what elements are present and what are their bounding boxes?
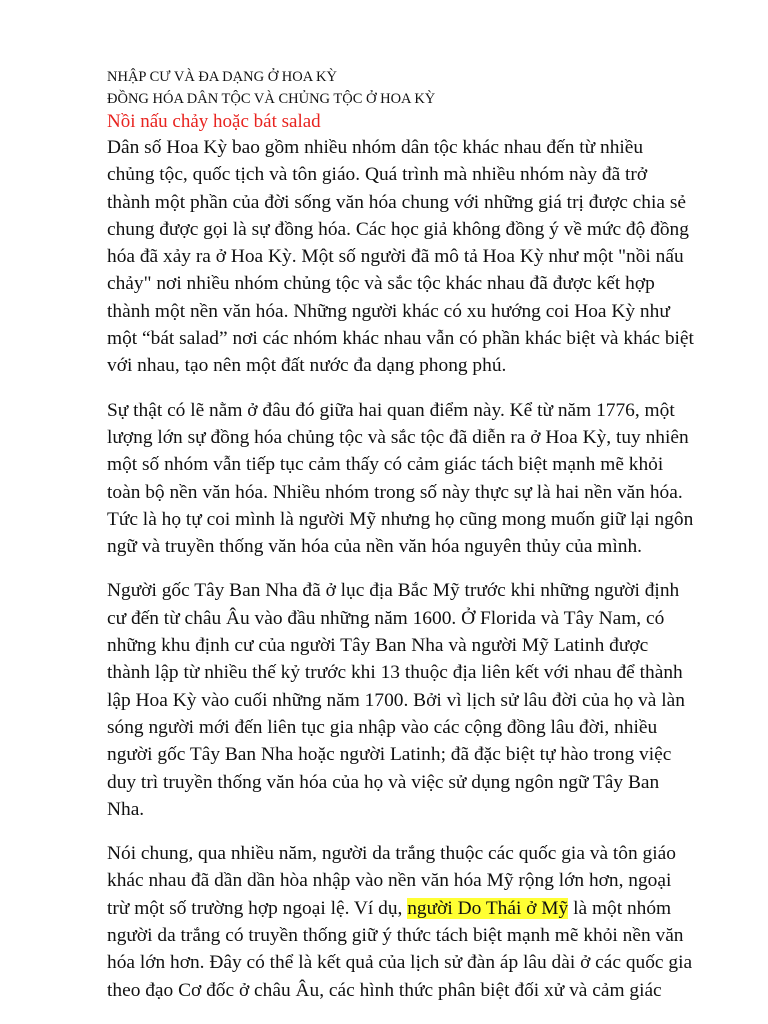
text-line: ngữ và truyền thống văn hóa của nền văn hóa nguyên thủy của mình. [107, 536, 642, 558]
text-line: những khu định cư của người Tây Ban Nha và người Mỹ Latinh được [107, 635, 649, 657]
text-line: khác nhau đã dần dần hòa nhập vào nền văn hóa Mỹ rộng lớn hơn, ngoại [107, 870, 672, 892]
text-line: một số nhóm vẫn tiếp tục cảm thấy có cảm giác tách biệt mạnh mẽ khỏi [107, 454, 664, 476]
text-line: hóa đã xảy ra ở Hoa Kỳ. Một số người đã mô tả Hoa Kỳ như một "nồi nấu [107, 246, 684, 268]
paragraph-3 [107, 577, 732, 823]
text-line: người gốc Tây Ban Nha hoặc người Latinh; đã đặc biệt tự hào trong việc [107, 744, 672, 766]
text-line: người da trắng có truyền thống giữ ý thức tách biệt mạnh mẽ khỏi nền văn [107, 925, 684, 947]
document-heading-line-1: NHẬP CƯ VÀ ĐA DẠNG Ở HOA KỲ [107, 69, 337, 85]
text-segment: trừ một số trường hợp ngoại lệ. Ví dụ, [107, 897, 408, 919]
text-line: với nhau, tạo nên một đất nước đa dạng phong phú. [107, 355, 507, 377]
highlighted-text: người Do Thái ở Mỹ [407, 897, 569, 919]
text-line: thành một nền văn hóa. Những người khác có xu hướng coi Hoa Kỳ như [107, 300, 670, 322]
paragraph-1 [107, 134, 732, 380]
paragraph-gap [107, 823, 732, 840]
text-line-with-highlight [107, 895, 732, 922]
text-line: thành lập từ nhiều thế kỷ trước khi 13 thuộc địa liên kết với nhau để thành [107, 662, 683, 684]
text-line: thành một phần của đời sống văn hóa chung với những giá trị được chia sẻ [107, 191, 686, 213]
text-line: chung được gọi là sự đồng hóa. Các học giả không đồng ý về mức độ đồng [107, 218, 689, 240]
document-heading-line-2: ĐỒNG HÓA DÂN TỘC VÀ CHỦNG TỘC Ở HOA KỲ [107, 91, 436, 107]
text-line: chủng tộc, quốc tịch và tôn giáo. Quá trình mà nhiều nhóm này đã trở [107, 164, 648, 186]
paragraph-4 [107, 840, 732, 1004]
text-line: một “bát salad” nơi các nhóm khác nhau vẫn có phần khác biệt và khác biệt [107, 328, 694, 350]
text-line: hóa lớn hơn. Đây có thể là kết quả của lịch sử đàn áp lâu dài ở các quốc gia [107, 952, 693, 974]
text-line: lượng lớn sự đồng hóa chủng tộc và sắc tộc đã diễn ra ở Hoa Kỳ, tuy nhiên [107, 426, 689, 448]
text-line: Sự thật có lẽ nằm ở đâu đó giữa hai quan điểm này. Kể từ năm 1776, một [107, 399, 675, 421]
text-line: lập Hoa Kỳ vào cuối những năm 1700. Bởi vì lịch sử lâu đời của họ và làn [107, 689, 685, 711]
text-line: theo đạo Cơ đốc ở châu Âu, các hình thức phân biệt đối xử và cảm giác [107, 979, 662, 1001]
text-line: Người gốc Tây Ban Nha đã ở lục địa Bắc Mỹ trước khi những người định [107, 580, 680, 602]
text-segment: là một nhóm [568, 897, 672, 919]
text-line: duy trì truyền thống văn hóa của họ và việc sử dụng ngôn ngữ Tây Ban [107, 771, 660, 793]
paragraph-gap [107, 560, 732, 577]
paragraph-gap [107, 380, 732, 397]
text-line: chảy" nơi nhiều nhóm chủng tộc và sắc tộc khác nhau đã được kết hợp [107, 273, 655, 295]
document-page [107, 66, 732, 1004]
text-line: toàn bộ nền văn hóa. Nhiều nhóm trong số này thực sự là hai nền văn hóa. [107, 481, 683, 503]
text-line: sóng người mới đến liên tục gia nhập vào các cộng đồng lâu đời, nhiều [107, 716, 658, 738]
text-line: Nói chung, qua nhiều năm, người da trắng thuộc các quốc gia và tôn giáo [107, 843, 676, 865]
section-subtitle: Nồi nấu chảy hoặc bát salad [107, 111, 321, 132]
text-line: cư đến từ châu Âu vào đầu những năm 1600. Ở Florida và Tây Nam, có [107, 607, 665, 629]
text-line: Nha. [107, 798, 145, 820]
paragraph-2 [107, 397, 732, 561]
text-line: Tức là họ tự coi mình là người Mỹ nhưng họ cũng mong muốn giữ lại ngôn [107, 508, 694, 530]
text-line: Dân số Hoa Kỳ bao gồm nhiều nhóm dân tộc khác nhau đến từ nhiều [107, 137, 644, 158]
